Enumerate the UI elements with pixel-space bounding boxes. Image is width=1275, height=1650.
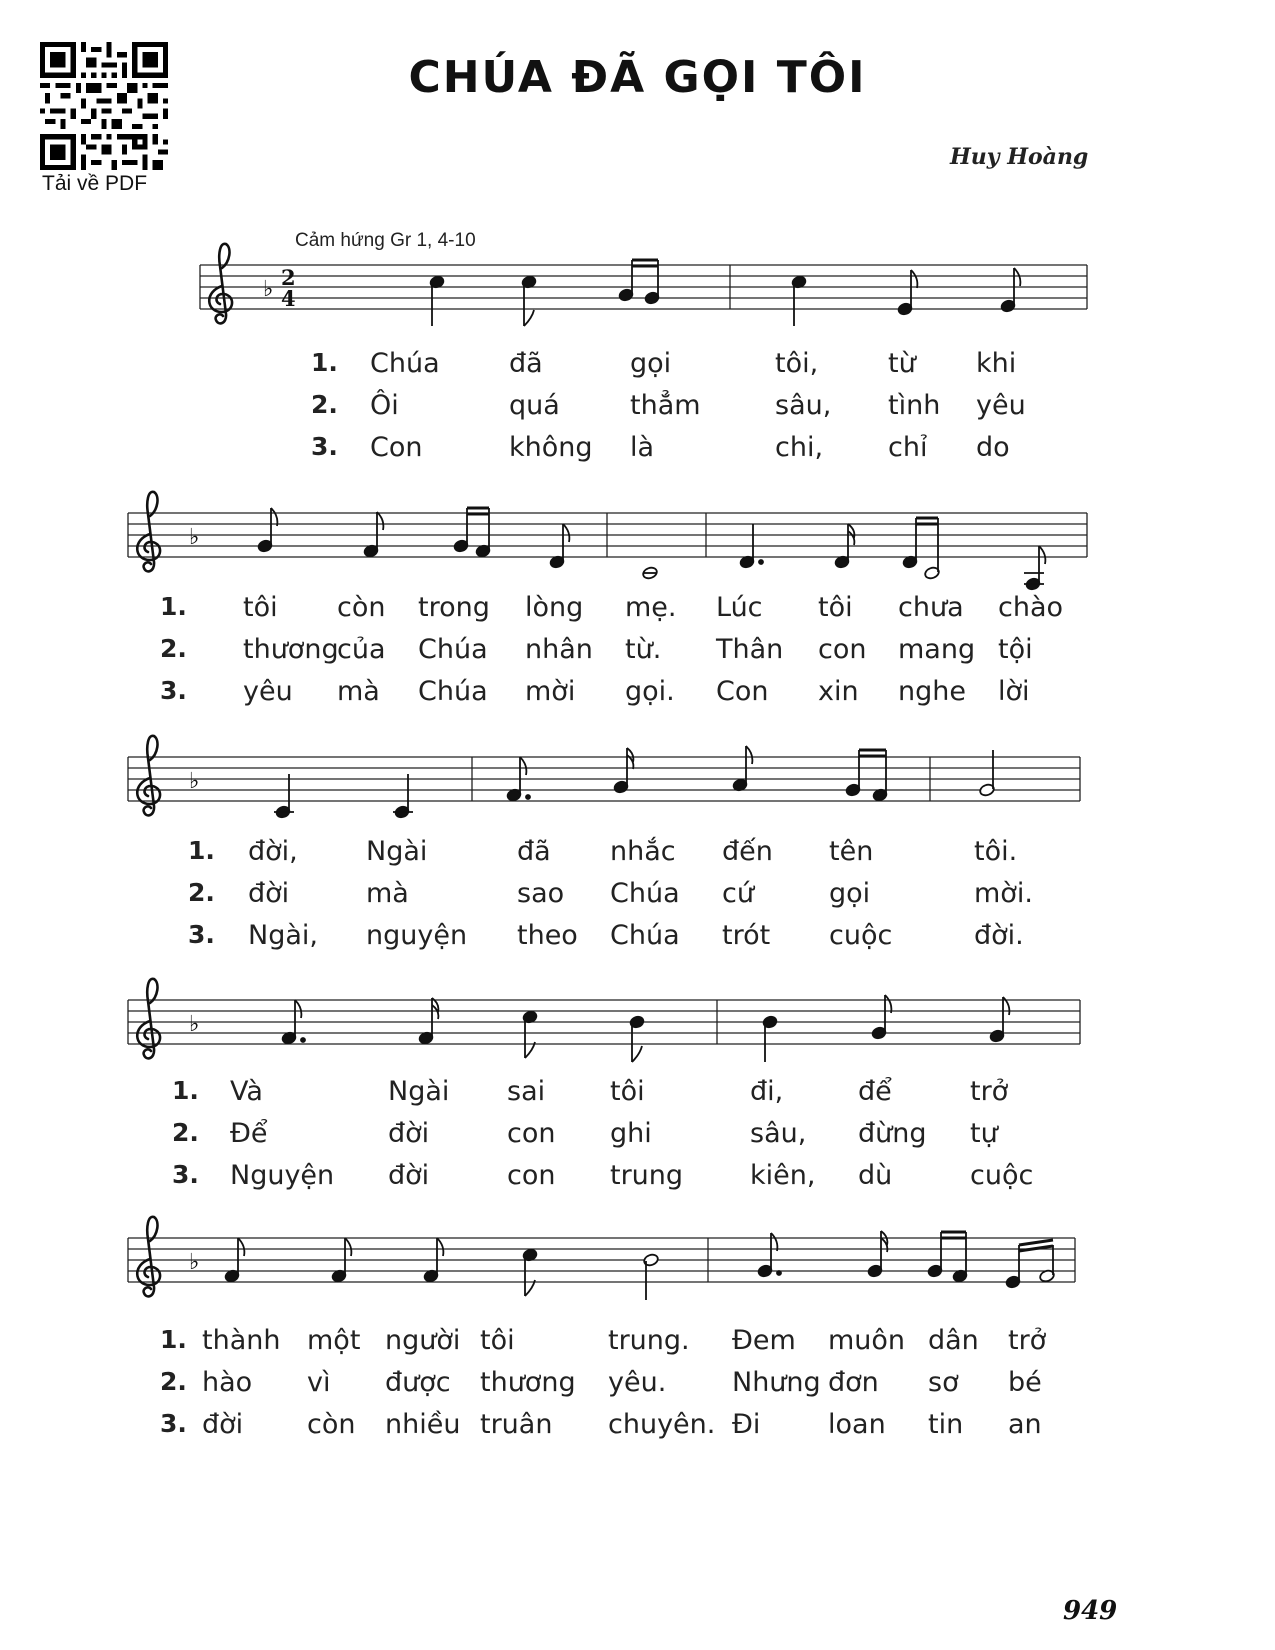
lyric-syllable: tôi. xyxy=(974,836,1018,867)
lyric-syllable: Con xyxy=(370,432,423,463)
lyric-syllable: hào xyxy=(202,1367,253,1398)
lyric-syllable: muôn xyxy=(828,1325,906,1356)
lyric-syllable: Ôi xyxy=(370,390,399,421)
lyric-syllable: yêu xyxy=(976,390,1026,421)
lyric-syllable: còn xyxy=(307,1409,356,1440)
lyric-syllable: đời, xyxy=(248,836,298,867)
lyric-syllable: từ xyxy=(888,348,916,379)
lyric-syllable: người xyxy=(385,1325,461,1356)
treble-clef-icon xyxy=(137,736,160,816)
lyric-syllable: còn xyxy=(337,592,386,623)
verse-number: 3. xyxy=(160,1409,187,1438)
lyric-syllable: Ngài xyxy=(388,1076,450,1107)
lyric-syllable: đời xyxy=(388,1118,430,1149)
lyric-syllable: sao xyxy=(517,878,565,909)
lyric-syllable: quá xyxy=(509,390,560,421)
lyric-syllable: sai xyxy=(507,1076,546,1107)
lyric-syllable: đừng xyxy=(858,1118,927,1149)
lyric-syllable: ghi xyxy=(610,1118,652,1149)
lyric-syllable: trở xyxy=(970,1076,1009,1107)
lyric-syllable: từ. xyxy=(625,634,662,665)
staff-system-1 xyxy=(200,244,1087,326)
lyric-syllable: thương xyxy=(243,634,339,665)
lyric-syllable: sâu, xyxy=(775,390,832,421)
lyric-syllable: trở xyxy=(1008,1325,1047,1356)
lyric-syllable: dù xyxy=(858,1160,893,1191)
lyric-syllable: đời xyxy=(248,878,290,909)
time-signature-top: 2 xyxy=(281,265,296,290)
lyric-syllable: mang xyxy=(898,634,976,665)
lyric-syllable: Ngài xyxy=(366,836,428,867)
verse-number: 3. xyxy=(160,676,187,705)
lyric-syllable: yêu. xyxy=(608,1367,667,1398)
lyric-syllable: tự xyxy=(970,1118,998,1149)
verse-number: 2. xyxy=(160,634,187,663)
lyric-syllable: đơn xyxy=(828,1367,879,1398)
inspiration-note: Cảm hứng Gr 1, 4-10 xyxy=(295,230,476,251)
verse-number: 3. xyxy=(311,432,338,461)
lyric-syllable: truân xyxy=(480,1409,553,1440)
song-title: CHÚA ĐÃ GỌI TÔI xyxy=(408,52,867,103)
lyric-syllable: chỉ xyxy=(888,432,928,463)
lyric-syllable: tôi, xyxy=(775,348,819,379)
lyric-syllable: yêu xyxy=(243,676,293,707)
lyric-syllable: Con xyxy=(716,676,769,707)
verse-number: 2. xyxy=(160,1367,187,1396)
lyric-syllable: đời xyxy=(202,1409,244,1440)
flat-key-signature: ♭ xyxy=(189,525,200,550)
lyric-syllable: con xyxy=(507,1118,556,1149)
lyric-syllable: nhiều xyxy=(385,1409,461,1440)
lyric-syllable: dân xyxy=(928,1325,979,1356)
lyric-syllable: tôi xyxy=(818,592,853,623)
lyric-syllable: cuộc xyxy=(970,1160,1034,1191)
lyric-syllable: kiên, xyxy=(750,1160,816,1191)
lyric-syllable: chào xyxy=(998,592,1064,623)
verse-number: 1. xyxy=(160,1325,187,1354)
lyric-syllable: loan xyxy=(828,1409,886,1440)
lyric-syllable: sơ xyxy=(928,1367,959,1398)
staff-system-2 xyxy=(128,492,1087,591)
staff-system-3 xyxy=(128,736,1080,819)
lyric-syllable: thẳm xyxy=(630,390,701,421)
lyric-syllable: trung xyxy=(610,1160,684,1191)
lyric-syllable: bé xyxy=(1008,1367,1042,1398)
lyric-syllable: chuyên. xyxy=(608,1409,716,1440)
lyric-syllable: tội xyxy=(998,634,1033,665)
lyric-syllable: Nguyện xyxy=(230,1160,335,1191)
verse-number: 2. xyxy=(172,1118,199,1147)
verse-number: 1. xyxy=(311,348,338,377)
lyric-syllable: theo xyxy=(517,920,578,951)
lyric-syllable: trung. xyxy=(608,1325,690,1356)
lyric-syllable: Chúa xyxy=(418,634,488,665)
lyric-syllable: Chúa xyxy=(370,348,440,379)
lyric-syllable: thành xyxy=(202,1325,281,1356)
lyric-syllable: thương xyxy=(480,1367,576,1398)
lyric-syllable: mà xyxy=(366,878,409,909)
lyric-syllable: được xyxy=(385,1367,451,1398)
flat-key-signature: ♭ xyxy=(189,1012,200,1037)
treble-clef-icon xyxy=(137,492,160,572)
lyric-syllable: nguyện xyxy=(366,920,468,951)
verse-number: 2. xyxy=(188,878,215,907)
time-signature-bottom: 4 xyxy=(281,286,296,311)
lyric-syllable: không xyxy=(509,432,593,463)
lyric-syllable: Và xyxy=(230,1076,263,1107)
lyric-syllable: do xyxy=(976,432,1010,463)
staff-system-4 xyxy=(128,979,1080,1062)
verse-number: 1. xyxy=(188,836,215,865)
lyric-syllable: nhân xyxy=(525,634,593,665)
lyric-syllable: tên xyxy=(829,836,874,867)
lyric-syllable: con xyxy=(507,1160,556,1191)
lyric-syllable: xin xyxy=(818,676,859,707)
lyric-syllable: Chúa xyxy=(418,676,488,707)
lyric-syllable: tin xyxy=(928,1409,964,1440)
lyric-syllable: là xyxy=(630,432,655,463)
flat-key-signature: ♭ xyxy=(189,1250,200,1275)
lyric-syllable: trong xyxy=(418,592,490,623)
lyric-syllable: mời. xyxy=(974,878,1033,909)
lyric-syllable: Đi xyxy=(732,1409,761,1440)
lyric-syllable: khi xyxy=(976,348,1017,379)
lyric-syllable: tình xyxy=(888,390,941,421)
lyric-syllable: Lúc xyxy=(716,592,763,623)
lyric-syllable: an xyxy=(1008,1409,1042,1440)
lyric-syllable: sâu, xyxy=(750,1118,807,1149)
treble-clef-icon xyxy=(137,979,160,1059)
lyric-syllable: con xyxy=(818,634,867,665)
verse-number: 2. xyxy=(311,390,338,419)
lyric-syllable: một xyxy=(307,1325,361,1356)
staff-system-5 xyxy=(128,1217,1075,1300)
lyric-syllable: mời xyxy=(525,676,576,707)
lyric-syllable: của xyxy=(337,634,386,665)
verse-number: 1. xyxy=(172,1076,199,1105)
verse-number: 3. xyxy=(188,920,215,949)
download-pdf-link[interactable]: Tải về PDF xyxy=(42,172,148,195)
lyric-syllable: cuộc xyxy=(829,920,893,951)
lyric-syllable: Thân xyxy=(716,634,784,665)
lyric-syllable: chưa xyxy=(898,592,964,623)
lyric-syllable: lời xyxy=(998,676,1030,707)
lyric-syllable: gọi. xyxy=(625,676,675,707)
lyric-syllable: tôi xyxy=(243,592,278,623)
lyric-syllable: Ngài, xyxy=(248,920,318,951)
lyric-syllable: đã xyxy=(509,348,543,379)
lyric-syllable: Chúa xyxy=(610,878,680,909)
treble-clef-icon xyxy=(209,244,232,324)
lyric-syllable: Nhưng xyxy=(732,1367,821,1398)
verse-number: 3. xyxy=(172,1160,199,1189)
lyric-syllable: Đem xyxy=(732,1325,796,1356)
lyric-syllable: cứ xyxy=(722,878,754,909)
lyric-syllable: Để xyxy=(230,1118,268,1149)
lyric-syllable: mà xyxy=(337,676,380,707)
treble-clef-icon xyxy=(137,1217,160,1297)
lyric-syllable: gọi xyxy=(630,348,672,379)
lyric-syllable: nghe xyxy=(898,676,966,707)
lyric-syllable: Chúa xyxy=(610,920,680,951)
lyric-syllable: tôi xyxy=(480,1325,515,1356)
lyric-syllable: đi, xyxy=(750,1076,784,1107)
lyric-syllable: nhắc xyxy=(610,836,676,867)
lyric-syllable: đời. xyxy=(974,920,1024,951)
lyric-syllable: tôi xyxy=(610,1076,645,1107)
lyric-syllable: lòng xyxy=(525,592,584,623)
lyric-syllable: trót xyxy=(722,920,771,951)
lyric-syllable: để xyxy=(858,1076,892,1107)
flat-key-signature: ♭ xyxy=(189,769,200,794)
flat-key-signature: ♭ xyxy=(263,277,274,302)
lyric-syllable: vì xyxy=(307,1367,331,1398)
lyric-syllable: gọi xyxy=(829,878,871,909)
lyric-syllable: đến xyxy=(722,836,773,867)
composer-name: Huy Hoàng xyxy=(950,144,1089,170)
lyric-syllable: mẹ. xyxy=(625,592,677,623)
page-number: 949 xyxy=(1063,1596,1118,1626)
lyric-syllable: đời xyxy=(388,1160,430,1191)
verse-number: 1. xyxy=(160,592,187,621)
lyric-syllable: đã xyxy=(517,836,551,867)
lyric-syllable: chi, xyxy=(775,432,824,463)
